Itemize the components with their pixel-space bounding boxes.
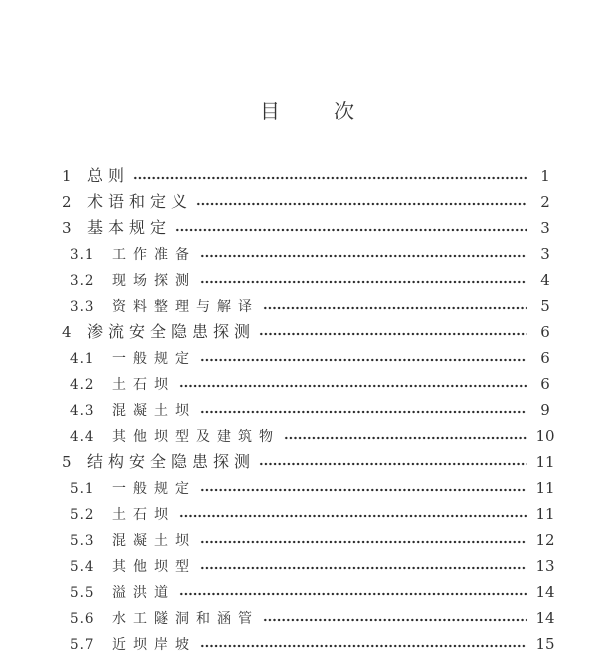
toc-entry [0,189,557,215]
toc-entry-label: 水工隧洞和涵管 [112,611,259,627]
toc-entry-page: 10 [535,427,555,445]
toc-entry-number: 5.6 [70,611,95,627]
dot-leader [259,332,527,335]
page-title-char-left: 目 [260,99,280,123]
dot-leader [200,254,527,257]
toc-entry-label: 其他坝型及建筑物 [112,429,280,445]
toc-entry-page: 6 [540,323,550,341]
toc-entry-page: 1 [540,167,550,185]
toc-entry [0,397,557,423]
toc-entry-page: 12 [535,531,555,549]
toc-entry-page: 14 [535,583,555,601]
toc-entry-page: 6 [540,349,550,367]
toc-entry-label: 现场探测 [112,273,196,289]
toc-entry-number: 4.1 [70,351,95,367]
toc-entry [0,423,557,449]
toc-entry-number: 5 [62,453,72,471]
toc-entry [0,215,557,241]
toc-entry-label: 土石坝 [112,377,175,393]
toc-entry [0,501,557,527]
toc-entry [0,319,557,345]
toc-entry-number: 4.2 [70,377,95,393]
toc-entry [0,605,557,631]
toc-entry-label: 工作准备 [112,247,196,263]
toc-entry-number: 5.1 [70,481,95,497]
page-title [0,99,614,123]
toc-entry-number: 1 [62,167,72,185]
toc-entry-label: 一般规定 [112,351,196,367]
toc-entry-number: 4.4 [70,429,95,445]
dot-leader [179,514,527,517]
toc-entry-page: 15 [535,635,555,653]
toc-entry-label: 近坝岸坡 [112,637,196,653]
toc-entry-label: 术语和定义 [87,192,193,211]
toc-entry-label: 结构安全隐患探测 [87,452,256,471]
toc-entry-page: 9 [540,401,550,419]
toc-entry-page: 11 [535,479,555,497]
toc-entry [0,163,557,189]
dot-leader [200,358,527,361]
toc-entry-page: 13 [535,557,555,575]
toc-entry [0,267,557,293]
toc-entry-label: 基本规定 [87,218,172,237]
toc-entry-page: 3 [540,219,550,237]
dot-leader [200,410,527,413]
toc-entry-number: 4.3 [70,403,95,419]
toc-entry-label: 一般规定 [112,481,196,497]
toc-entry-label: 土石坝 [112,507,175,523]
toc-entry-number: 3.1 [70,247,95,263]
toc-entry [0,241,557,267]
toc-entry-number: 5.3 [70,533,95,549]
dot-leader [284,436,527,439]
toc-entry-number: 5.5 [70,585,95,601]
dot-leader [175,228,527,231]
toc-entry-page: 3 [540,245,550,263]
toc-entry-label: 溢洪道 [112,585,175,601]
toc-entry-page: 2 [540,193,550,211]
toc-entry-label: 渗流安全隐患探测 [87,322,256,341]
toc-entry-label: 混凝土坝 [112,533,196,549]
dot-leader [196,202,527,205]
toc-entry-number: 5.2 [70,507,95,523]
page-title-char-right: 次 [334,99,354,123]
toc-entry-page: 4 [540,271,550,289]
dot-leader [200,280,527,283]
toc-entry-number: 3.3 [70,299,95,315]
dot-leader [200,644,527,647]
toc-entry-number: 2 [62,193,72,211]
toc-entry-page: 11 [535,453,555,471]
toc-entry-label: 资料整理与解译 [112,299,259,315]
toc-entry-number: 5.4 [70,559,95,575]
dot-leader [200,540,527,543]
toc-entry-number: 5.7 [70,637,95,653]
toc-entry-page: 6 [540,375,550,393]
dot-leader [263,618,527,621]
toc-entry [0,293,557,319]
dot-leader [259,462,527,465]
toc-entry-number: 4 [62,323,72,341]
toc-entry-label: 总则 [87,166,130,185]
dot-leader [133,176,527,179]
toc-entry-number: 3 [62,219,72,237]
toc-list [0,163,614,657]
toc-entry-page: 14 [535,609,555,627]
toc-entry-number: 3.2 [70,273,95,289]
dot-leader [263,306,527,309]
toc-entry [0,475,557,501]
toc-entry-label: 其他坝型 [112,559,196,575]
toc-entry [0,449,557,475]
dot-leader [200,488,527,491]
toc-entry [0,345,557,371]
toc-entry [0,371,557,397]
toc-entry [0,631,557,657]
dot-leader [200,566,527,569]
toc-entry [0,579,557,605]
toc-entry-page: 11 [535,505,555,523]
toc-entry [0,553,557,579]
dot-leader [179,592,527,595]
toc-entry-page: 5 [540,297,550,315]
toc-entry-label: 混凝土坝 [112,403,196,419]
toc-entry [0,527,557,553]
dot-leader [179,384,527,387]
